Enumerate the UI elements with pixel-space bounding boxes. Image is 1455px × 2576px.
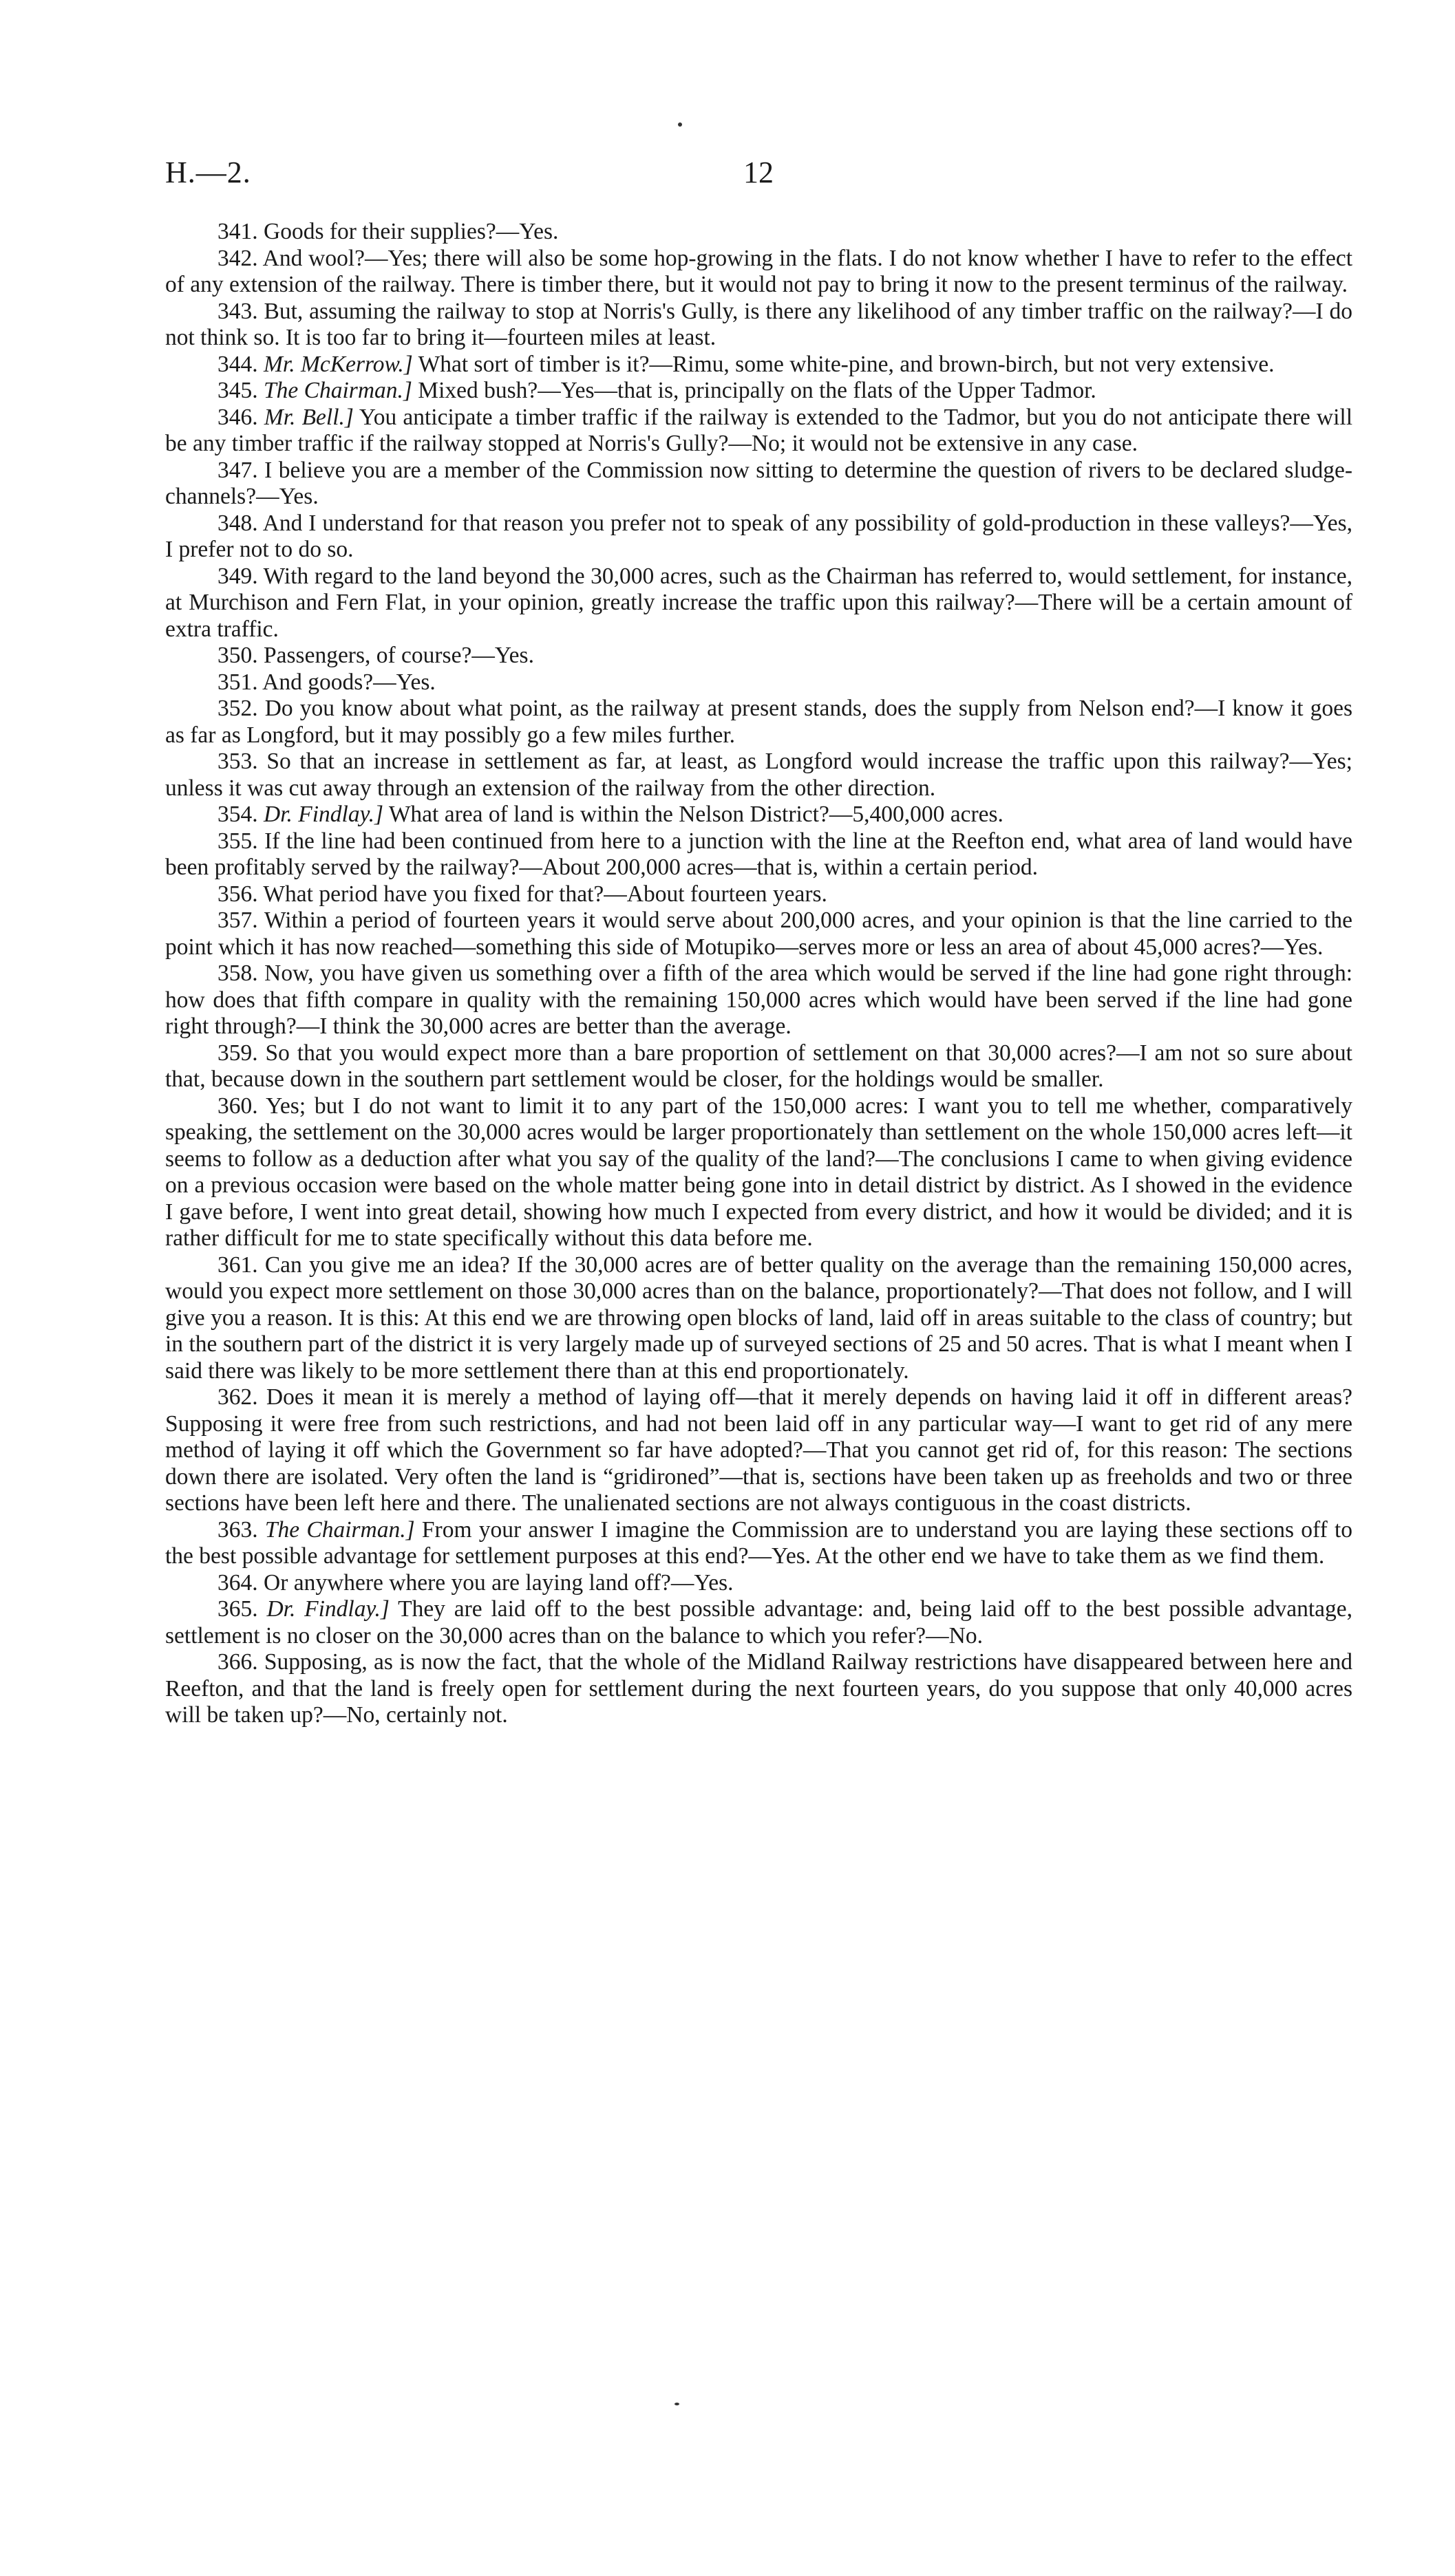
evidence-paragraph [165,696,1352,749]
question-number: 341. [217,219,258,244]
speaker-name: Mr. McKerrow.] [264,351,413,377]
question-number: 346. [217,404,258,430]
evidence-paragraph [165,352,1352,378]
question-number: 365. [217,1596,258,1622]
question-number: 348. [217,510,258,536]
evidence-paragraph [165,1252,1352,1385]
question-answer-text: Now, you have given us something over a fifth of the area which would be served if the line had gone right through: how does that fifth compare in quality with the remaining 150,000 acres which would have been served if the line had gone right through?—I think the 30,000 acres are better than the average. [165,960,1353,1039]
question-answer-text: Yes; but I do not want to limit it to any part of the 150,000 acres: I want you to tell me whether, comparatively speaking, the settlement on the 30,000 acres would be larger proportionately than settlement on the whole 150,000 acres left—it seems to follow as a deduction after what you say of the quality of the land?—The conclusions I came to when giving evidence on a previous occasion were based on the whole matter being gone into in detail district by district. As I showed in the evidence I gave before, I went into great detail, showing how much I expected from every district, and how it would be divided; and it is rather difficult for me to state specifically without this data before me. [165,1093,1352,1251]
question-number: 356. [217,881,258,907]
question-number: 353. [217,749,258,774]
question-answer-text: What period have you fixed for that?—About fourteen years. [263,881,827,907]
evidence-paragraph [165,749,1352,802]
evidence-paragraph [165,1040,1352,1093]
speaker-name: The Chairman.] [264,1516,415,1543]
evidence-paragraph [165,828,1352,881]
question-number: 363. [217,1516,258,1543]
question-number: 364. [217,1569,258,1596]
question-answer-text: So that an increase in settlement as far, at least, as Longford would increase the traffic upon this railway?—Yes; unless it was cut away through an extension of the railway from the other direction. [165,749,1352,801]
evidence-body [165,219,1352,1729]
question-answer-text: And I understand for that reason you prefer not to speak of any possibility of gold-production in these valleys?—Yes, I prefer not to do so. [165,510,1352,562]
evidence-paragraph [165,643,1352,669]
question-answer-text: With regard to the land beyond the 30,000 acres, such as the Chairman has referred to, would settlement, for instance, at Murchison and Fern Flat, in your opinion, greatly increase the traffic upon this railway?—There will be a certain amount of extra traffic. [165,563,1352,642]
question-number: 355. [217,828,258,854]
evidence-paragraph [165,1649,1352,1729]
evidence-paragraph [165,564,1352,643]
document-reference: H.—2. [165,155,251,189]
question-number: 366. [217,1649,258,1675]
evidence-paragraph [165,378,1352,405]
question-number: 352. [217,696,258,721]
question-number: 347. [217,457,258,483]
question-answer-text: But, assuming the railway to stop at Norris's Gully, is there any likelihood of any timber traffic on the railway?—I do not think so. It is too far to bring it—fourteen miles at least. [165,298,1352,350]
evidence-paragraph [165,246,1352,299]
question-answer-text: What area of land is within the Nelson District?—5,400,000 acres. [388,802,1003,827]
question-number: 357. [217,908,258,933]
evidence-paragraph [165,1596,1352,1649]
evidence-paragraph [165,1517,1352,1570]
evidence-paragraph [165,802,1352,828]
question-answer-text: Or anywhere where you are laying land off?—Yes. [264,1569,734,1596]
evidence-paragraph [165,908,1352,960]
question-number: 350. [217,643,258,668]
evidence-paragraph [165,299,1352,352]
question-number: 360. [217,1093,258,1119]
question-answer-text: They are laid off to the best possible advantage: and, being laid off to the best possible advantage, settlement is no closer on the 30,000 acres than on the balance to which you refer?—No. [165,1596,1352,1649]
question-number: 344. [217,351,258,377]
speaker-name: Mr. Bell.] [264,404,354,430]
evidence-paragraph [165,1093,1352,1252]
evidence-paragraph [165,511,1352,564]
question-answer-text: Mixed bush?—Yes—that is, principally on the flats of the Upper Tadmor. [418,378,1096,403]
question-number: 361. [217,1252,258,1278]
question-answer-text: Within a period of fourteen years it would serve about 200,000 acres, and your opinion is that the line carried to the point which it has now reached—something this side of Motupiko—serves more or less an area of about 45,000 acres?—Yes. [165,908,1352,960]
page-number: 12 [743,155,774,189]
question-number: 345. [217,378,258,403]
question-number: 343. [217,298,258,324]
evidence-paragraph [165,1570,1352,1597]
evidence-paragraph [165,219,1352,246]
evidence-paragraph [165,960,1352,1040]
evidence-paragraph [165,405,1352,458]
question-answer-text: From your answer I imagine the Commission are to understand you are laying these sections off to the best possible advantage for settlement purposes at this end?—Yes. At the other end we have to take them as we find them. [165,1516,1353,1569]
evidence-paragraph [165,458,1352,511]
evidence-paragraph [165,669,1352,696]
question-answer-text: So that you would expect more than a bare proportion of settlement on that 30,000 acres?—I am not so sure about that, because down in the southern part settlement would be closer, for the holdings would be smaller. [165,1040,1352,1092]
question-answer-text: Passengers, of course?—Yes. [264,643,534,668]
question-number: 362. [217,1384,258,1410]
question-number: 358. [217,960,258,986]
question-answer-text: You anticipate a timber traffic if the railway is extended to the Tadmor, but you do not anticipate there will be any timber traffic if the railway stopped at Norris's Gully?—No; it would not be extensive in any case. [165,404,1353,456]
question-answer-text: Can you give me an idea? If the 30,000 acres are of better quality on the average than the remaining 150,000 acres, would you expect more settlement on those 30,000 acres than on the balance, proportionately?—That does not follow, and I will give you a reason. It is this: At this end we are throwing open blocks of land, laid off in areas suitable to the class of country; but in the southern part of the district it is very largely made up of surveyed sections of 25 and 50 acres. That is what I meant when I said there was likely to be more settlement there than at this end proportionately. [165,1252,1353,1384]
question-number: 359. [217,1040,258,1066]
question-answer-text: Supposing, as is now the fact, that the whole of the Midland Railway restrictions have disappeared between here and Reefton, and that the land is freely open for settlement during the next fourteen years, do you suppose that only 40,000 acres will be taken up?—No, certainly not. [165,1649,1353,1728]
speaker-name: Dr. Findlay.] [264,802,384,827]
question-number: 349. [217,563,258,589]
evidence-paragraph [165,1384,1352,1517]
question-answer-text: What sort of timber is it?—Rimu, some white-pine, and brown-birch, but not very extensive. [418,351,1275,377]
page-header [165,155,1349,196]
speaker-name: The Chairman.] [264,378,412,403]
question-number: 354. [217,802,258,827]
question-number: 351. [217,669,258,695]
speaker-name: Dr. Findlay.] [266,1596,390,1622]
question-answer-text: If the line had been continued from here to a junction with the line at the Reefton end, what area of land would have been profitably served by the railway?—About 200,000 acres—that is, within a certain period. [165,828,1353,880]
question-answer-text: Does it mean it is merely a method of laying off—that it merely depends on having laid it off in different areas? Supposing it were free from such restrictions, and had not been laid off in any particular way—I want to get rid of any mere method of laying it off which the Government so far have adopted?—That you cannot get rid of, for this reason: The sections down there are isolated. Very often the land is “gridironed”—that is, sections have been taken up as freeholds and two or three sections have been left here and there. The unalienated sections are not always contiguous in the coast districts. [165,1384,1352,1516]
scan-speck [678,122,682,127]
evidence-paragraph [165,881,1352,908]
question-number: 342. [217,245,258,271]
scan-speck [675,2403,679,2405]
question-answer-text: And goods?—Yes. [262,669,436,695]
question-answer-text: And wool?—Yes; there will also be some hop-growing in the flats. I do not know whether I have to refer to the effect of any extension of the railway. There is timber there, but it would not pay to bring it now to the present terminus of the railway. [165,245,1352,297]
question-answer-text: I believe you are a member of the Commission now sitting to determine the question of rivers to be declared sludge-channels?—Yes. [165,457,1352,509]
question-answer-text: Goods for their supplies?—Yes. [264,219,559,244]
question-answer-text: Do you know about what point, as the railway at present stands, does the supply from Nelson end?—I know it goes as far as Longford, but it may possibly go a few miles further. [165,696,1352,748]
